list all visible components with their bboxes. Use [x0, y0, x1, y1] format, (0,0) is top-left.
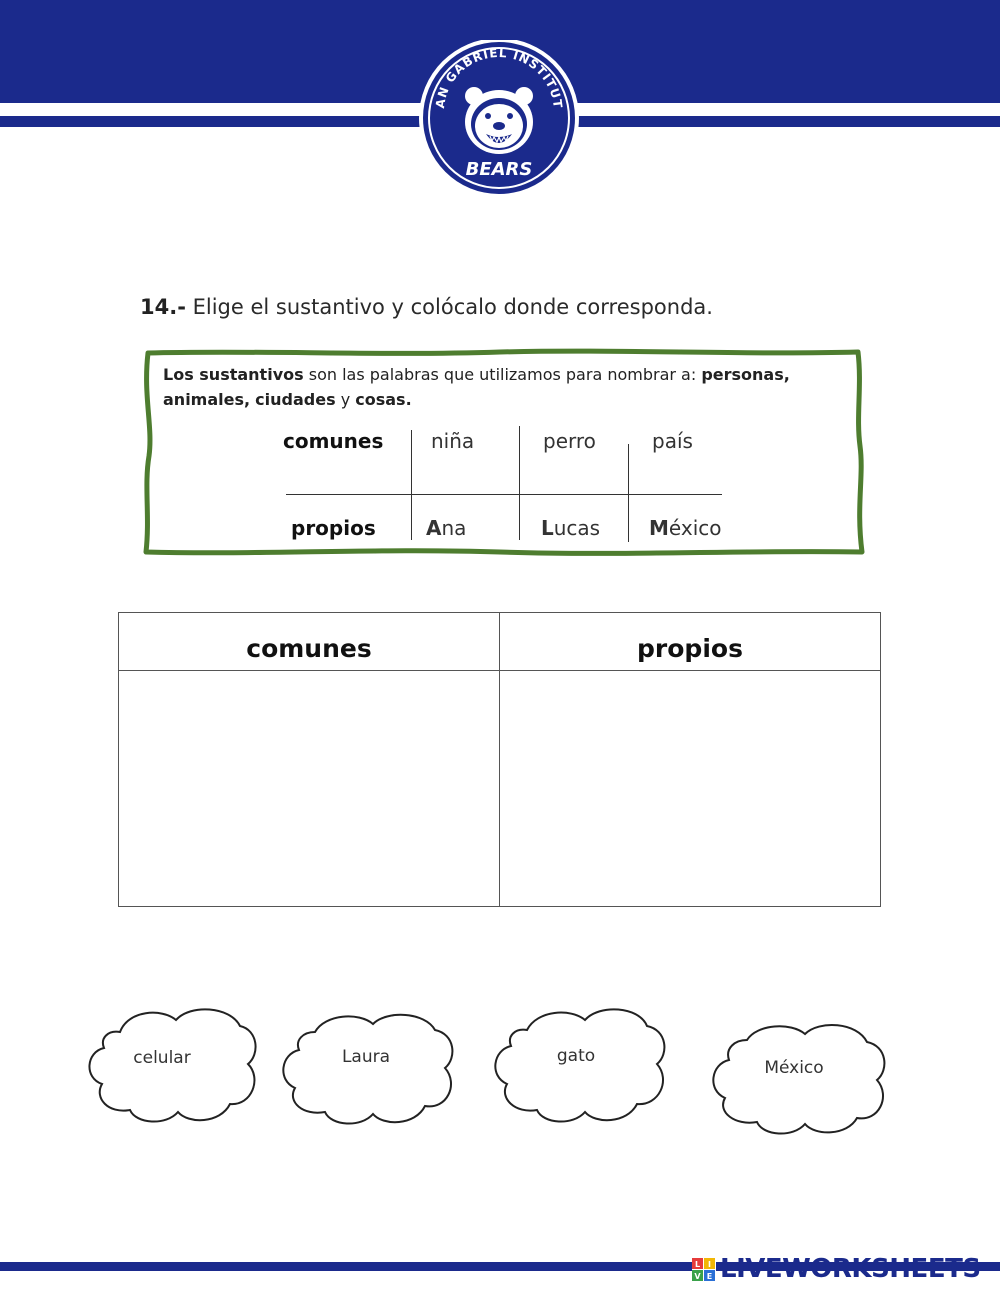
example-common-3: país	[652, 429, 693, 453]
sort-header-comunes: comunes	[246, 634, 372, 663]
word-label: México	[764, 1058, 824, 1078]
example-common-1: niña	[431, 429, 475, 453]
word-cloud-laura[interactable]	[275, 1006, 460, 1136]
example-proper-2: Lucas	[541, 516, 601, 540]
logo-mascot: BEARS	[465, 159, 533, 180]
word-label: gato	[556, 1046, 596, 1066]
question-number: 14.-	[140, 295, 186, 319]
example-common-label: comunes	[283, 429, 384, 453]
example-col-line	[519, 426, 520, 540]
definition-text: Los sustantivos son las palabras que utilizamos para nombrar a: personas, animales, ciudades y cosas.	[163, 365, 790, 409]
definition-term: Los sustantivos	[163, 365, 304, 384]
example-proper-label: propios	[291, 516, 376, 540]
liveworksheets-brand: LIVEWORKSHEETS	[720, 1254, 981, 1284]
example-common-2: perro	[543, 429, 596, 453]
school-logo	[416, 40, 582, 200]
svg-text:V: V	[694, 1272, 701, 1281]
example-col-line	[628, 444, 629, 542]
example-proper-3: México	[649, 516, 722, 540]
svg-text:I: I	[708, 1260, 711, 1269]
liveworksheets-badge-icon	[692, 1258, 716, 1282]
svg-text:L: L	[694, 1260, 701, 1269]
sort-header-propios: propios	[637, 634, 743, 663]
word-label: celular	[133, 1048, 191, 1068]
bear-icon	[465, 87, 533, 154]
word-cloud-celular[interactable]	[80, 1002, 265, 1132]
drop-zone-propios[interactable]	[500, 671, 880, 906]
drop-zone-comunes[interactable]	[119, 671, 499, 906]
question	[140, 292, 900, 322]
logo-school-name: AN GABRIEL INSTITUT	[432, 45, 566, 110]
example-col-line	[411, 430, 412, 540]
svg-text:E: E	[706, 1272, 713, 1281]
example-divider	[286, 494, 722, 495]
word-label: Laura	[341, 1047, 391, 1067]
word-cloud-gato[interactable]	[487, 1002, 672, 1132]
question-text: Elige el sustantivo y colócalo donde corresponda.	[192, 295, 713, 319]
word-cloud-mexico[interactable]	[705, 1018, 890, 1148]
example-proper-1: Ana	[426, 516, 467, 540]
